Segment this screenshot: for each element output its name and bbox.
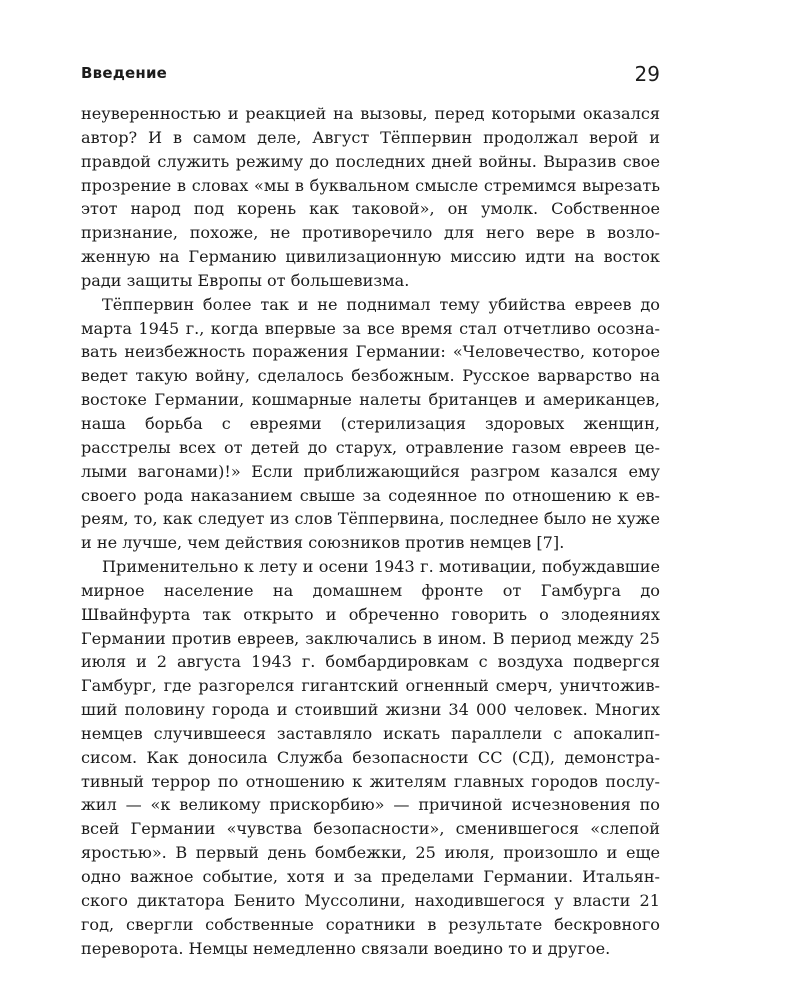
paragraph: Применительно к лету и осени 1943 г. мотивации, побуждавшие мирное население на домашнем фронте от Гамбурга до Швайнфурта так открыто и обреченно говорить о злодеяниях Германии против евреев, заключались в ином. В период между 25 июля и 2 августа 1943 г. бомбардировкам с воздуха подвергся Гамбург, где разгорелся гигантский огненный смерч, уничтоживший половину города и стоивший жизни 34 000 человек. Многих немцев случившееся заставляло искать параллели с апокалипсисом. Как доносила Служба безопасности СС (СД), демонстративный террор по отношению к жителям главных городов послужил — «к великому прискорбию» — причиной исчезновения по всей Германии «чувства безопасности», сменившегося «слепой яростью». В первый день бомбежки, 25 июля, произошло и еще одно важное событие, хотя и за пределами Германии. Итальянского диктатора Бенито Муссолини, находившегося у власти 21 год, свергли собственные соратники в результате бескровного переворота. Немцы немедленно связали воедино то и другое. bbox=[81, 557, 660, 958]
paragraph-continued: неуверенностью и реакцией на вызовы, перед которыми оказался автор? И в самом деле, Август Тёппервин продолжал верой и правдой служить режиму до последних дней войны. Выразив свое прозрение в словах «мы в буквальном смысле стремимся вырезать этот народ под корень как таковой», он умолк. Собственное признание, похоже, не противоречило для него вере в возложенную на Германию цивилизационную миссию идти на восток ради защиты Европы от большевизма. bbox=[81, 104, 660, 290]
running-header bbox=[81, 62, 660, 86]
chapter-title: Введение bbox=[81, 64, 168, 82]
paragraph: Тёппервин более так и не поднимал тему убийства евреев до марта 1945 г., когда впервые за все время стал отчетливо осознавать неизбежность поражения Германии: «Человечество, которое ведет такую войну, сделалось безбожным. Русское варварство на востоке Германии, кошмарные налеты британцев и американцев, наша борьба с евреями (стерилизация здоровых женщин, расстрелы всех от детей до старух, отравление газом евреев целыми вагонами)!» Если приближающийся разгром казался ему своего рода наказанием свыше за содеянное по отношению к евреям, то, как следует из слов Тёппервина, последнее было не хуже и не лучше, чем действия союзников против немцев [7]. bbox=[81, 294, 660, 553]
page-number: 29 bbox=[634, 62, 660, 86]
body-text bbox=[81, 102, 660, 960]
